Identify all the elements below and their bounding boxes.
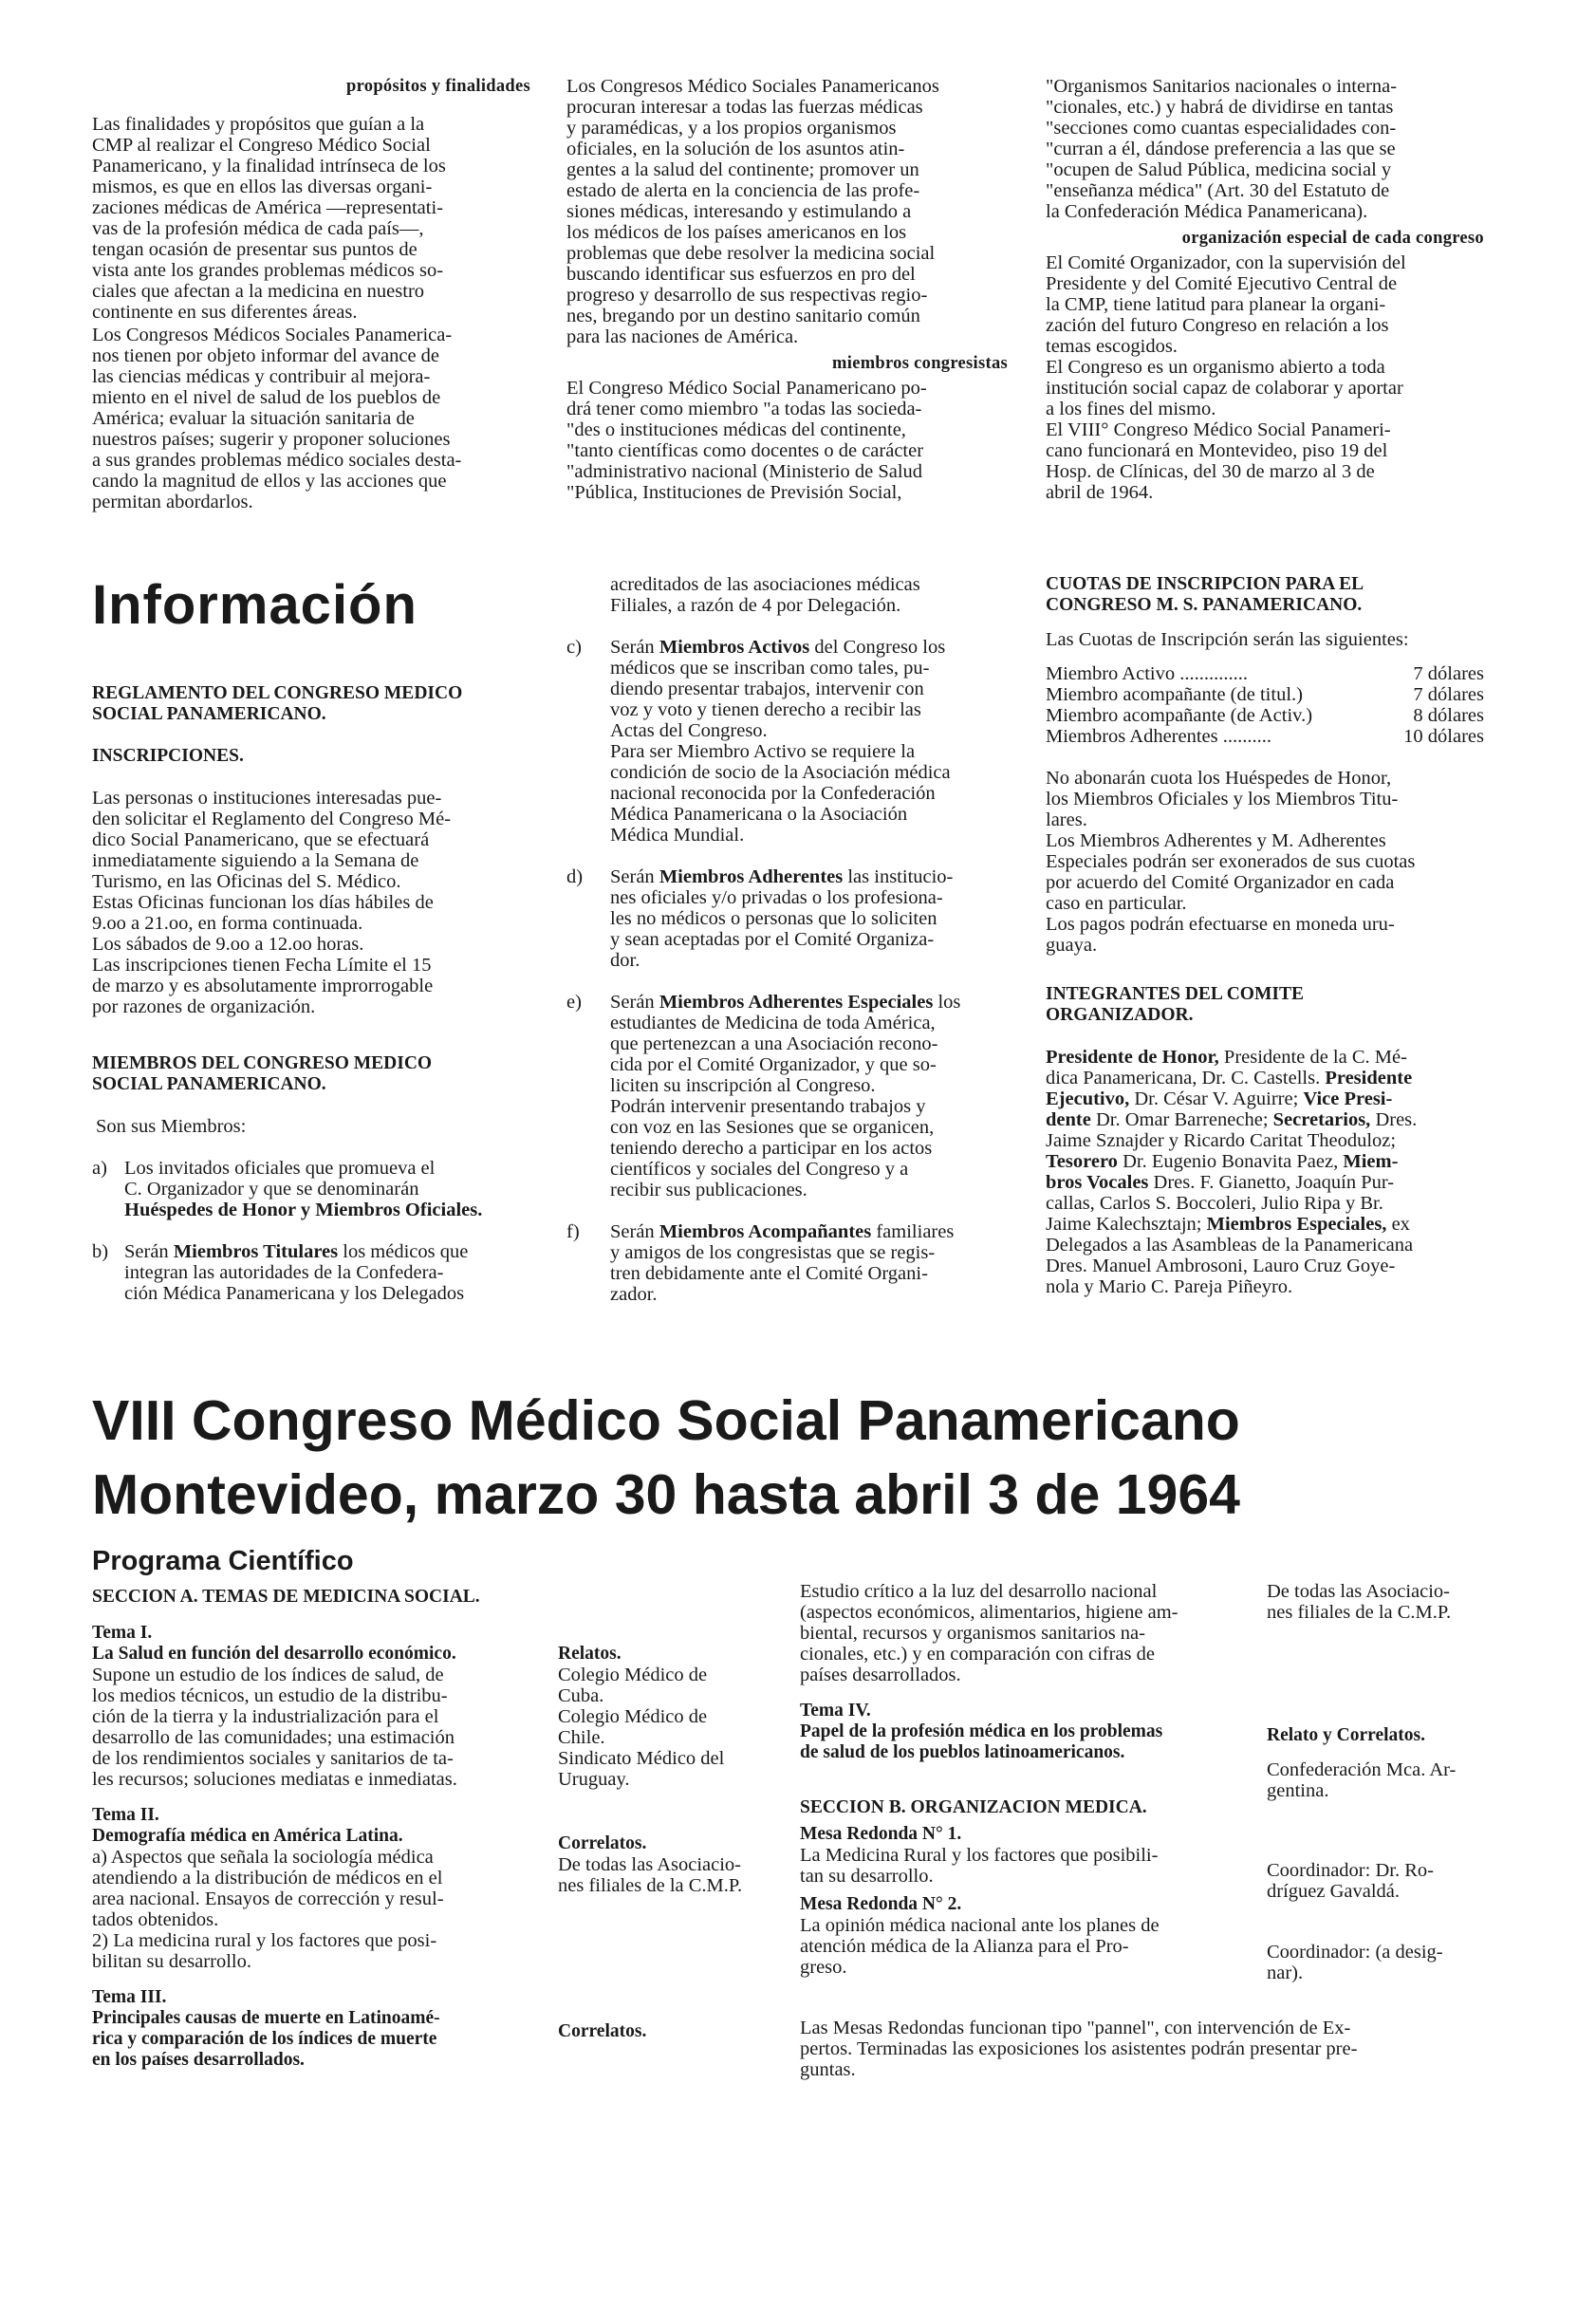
item-text: Para ser Miembro Activo se requiere la condición de socio de la Asociación médica nacional reconocida por la Confederación Médica Panamericana o la Asociación Médica Mundial.	[610, 741, 951, 846]
item-label: a)	[92, 1158, 107, 1179]
paragraph: El Comité Organizador, con la supervisión del Presidente y del Comité Ejecutivo Central de la CMP, tiene latitud para planear la organi- zación del futuro Congreso en relación a los temas escogidos.	[1046, 252, 1406, 357]
info-column-1	[92, 683, 534, 1304]
tema-title: Papel de la profesión médica en los problemas de salud de los pueblos latinoamericanos.	[800, 1721, 1163, 1762]
tema-label: Tema II.	[92, 1805, 159, 1825]
miembros-heading: MIEMBROS DEL CONGRESO MEDICO SOCIAL PANAMERICANO.	[92, 1053, 433, 1094]
list-item: d) Serán Miembros Adherentes las institucio- nes oficiales y/o privadas o los profesiona- les no médicos o personas que lo soliciten y sean aceptadas por el Comité Organiza- dor.	[566, 866, 954, 971]
correlatos-label: Correlatos.	[558, 2021, 647, 2041]
section-heading: propósitos y finalidades	[346, 77, 530, 96]
top-column-1	[92, 76, 530, 512]
seccion-b-heading: SECCION B. ORGANIZACION MEDICA.	[800, 1797, 1147, 1817]
tema-label: Tema IV.	[800, 1701, 871, 1721]
final-note	[800, 2018, 1487, 2080]
item-bold: Miembros Adherentes	[659, 866, 844, 887]
top-column-3	[1046, 76, 1484, 503]
item-label: e)	[566, 992, 582, 1013]
fee-table	[1046, 663, 1484, 747]
item-bold: Miembros Adherentes Especiales	[659, 992, 934, 1013]
paragraph: Los sábados de 9.oo a 12.oo horas.	[92, 934, 364, 955]
list-item	[92, 1158, 534, 1220]
fee-row	[1046, 684, 1484, 705]
fee-value: 10 dólares	[1403, 726, 1484, 747]
integrantes-heading: INTEGRANTES DEL COMITE ORGANIZADOR.	[1046, 984, 1304, 1025]
mesa-text: La Medicina Rural y los factores que posibili- tan su desarrollo.	[800, 1845, 1159, 1887]
item-text: los estudiantes de Medicina de toda América, que pertenezcan a una Asociación recono- cida por el Comité Organizador, y que so- liciten su inscripción al Congreso.	[610, 992, 961, 1096]
list-item: f) Serán Miembros Acompañantes familiares y amigos de los congresistas que se regis- tren debidamente ante el Comité Organi- zador.	[566, 1221, 955, 1305]
congreso-title-line-2: Montevideo, marzo 30 hasta abril 3 de 1964	[92, 1463, 1240, 1526]
paragraph: Son sus Miembros:	[96, 1116, 247, 1137]
list-item: b) Serán Miembros Titulares los médicos que integran las autoridades de la Confedera- ción Médica Panamericana y los Delegados	[92, 1241, 469, 1304]
item-bold: Miembros Titulares	[173, 1241, 339, 1262]
item-bold: Miembros Acompañantes	[659, 1221, 872, 1242]
item-text: Podrán intervenir presentando trabajos y con voz en las Sesiones que se organicen, teniendo derecho a participar en los actos científicos y sociales del Congreso y a recibir sus publicaciones.	[610, 1096, 935, 1200]
paragraph: El VIII° Congreso Médico Social Panameri- cano funcionará en Montevideo, piso 19 del Hosp. de Clínicas, del 30 de marzo al 3 de abril de 1964.	[1046, 419, 1391, 503]
paragraph: Estudio crítico a la luz del desarrollo nacional (aspectos económicos, alimentarios, higiene am- biental, recursos y organismos sanitarios na- cionales, etc.) y en comparación con cifras de países desarrollados.	[800, 1581, 1178, 1685]
coordinador-note: Coordinador: Dr. Ro- dríguez Gavaldá.	[1267, 1860, 1434, 1902]
side-note: Confederación Mca. Ar- gentina.	[1267, 1759, 1457, 1801]
paragraph: Los pagos podrán efectuarse en moneda uru- guaya.	[1046, 914, 1395, 956]
item-text: Los invitados oficiales que promueva el C. Organizador y que se denominarán	[124, 1158, 436, 1200]
section-heading: miembros congresistas	[832, 354, 1008, 373]
info-column-3	[1046, 574, 1484, 1297]
correlatos-label: Correlatos.	[558, 1833, 647, 1853]
programa-side-left	[558, 1644, 786, 1790]
fee-label: Miembro Activo ..............	[1046, 663, 1248, 684]
programa-column-left	[92, 1587, 534, 2071]
list-item: c) Serán Miembros Activos del Congreso los médicos que se inscriban como tales, pu- diendo presentar trabajos, intervenir con voz y voto y tienen derecho a recibir las Actas del Congreso. Para ser Miembro Activo se requiere la condición de socio de la Asociación médica nacional reconocida por la Confederación Médica Panamericana o la Asociación Médica Mundial.	[566, 637, 951, 846]
programa-heading: Programa Científico	[92, 1546, 354, 1576]
item-text: los médicos que integran las autoridades de la Confedera- ción Médica Panamericana y los Delegados	[124, 1241, 469, 1304]
paragraph: Las Cuotas de Inscripción serán las siguientes:	[1046, 629, 1409, 650]
mesa-text: La opinión médica nacional ante los planes de atención médica de la Alianza para el Pro- greso.	[800, 1915, 1160, 1978]
cuotas-heading: CUOTAS DE INSCRIPCION PARA EL CONGRESO M. S. PANAMERICANO.	[1046, 574, 1364, 615]
paragraph: Estas Oficinas funcionan los días hábiles de 9.oo a 21.oo, en forma continuada.	[92, 892, 434, 934]
top-column-2	[566, 76, 1008, 503]
fee-label: Miembro acompañante (de titul.)	[1046, 684, 1303, 705]
tema-label: Tema I.	[92, 1623, 153, 1643]
paragraph: Los Congresos Médico Sociales Panamericanos procuran interesar a todas las fuerzas médicas y paramédicas, y a los propios organismos oficiales, en la solución de los asuntos atin- gentes a la salud del continente; promover un estado de alerta en la conciencia de las profe- siones médicas, interesando y estimulando a los médicos de los países americanos en los problemas que debe resolver la medicina social buscando identificar sus esfuerzos en pro del progreso y desarrollo de sus respectivas regio- nes, bregando por un destino sanitario común para las naciones de América.	[566, 76, 939, 347]
section-heading: organización especial de cada congreso	[1181, 229, 1484, 248]
list-item: e) Serán Miembros Adherentes Especiales los estudiantes de Medicina de toda América, que pertenezcan a una Asociación recono- cida por el Comité Organizador, y que so- liciten su inscripción al Congreso. Podrán intervenir presentando trabajos y con voz en las Sesiones que se organicen, teniendo derecho a participar en los actos científicos y sociales del Congreso y a recibir sus publicaciones.	[566, 992, 961, 1200]
tema-text: a) Aspectos que señala la sociología médica atendiendo a la distribución de médicos en el area nacional. Ensayos de corrección y resul- tados obtenidos. 2) La medicina rural y los factores que posi- bilitan su desarrollo.	[92, 1847, 444, 1972]
fee-row	[1046, 705, 1484, 726]
correlatos-text: De todas las Asociacio- nes filiales de la C.M.P.	[558, 1854, 743, 1896]
programa-side-left-2	[558, 1833, 786, 1896]
congreso-title-line-1: VIII Congreso Médico Social Panamericano	[92, 1389, 1240, 1452]
integrantes-paragraph: Presidente de Honor, Presidente de la C. Mé- dica Panamericana, Dr. C. Castells. Presidente Ejecutivo, Dr. César V. Aguirre; Vice Presi- dente Dr. Omar Barreneche; Secretarios, Dres. Jaime Sznajder y Ricardo Caritat Theoduloz; Tesorero Dr. Eugenio Bonavita Paez, Miem- bros Vocales Dres. F. Gianetto, Joaquín Pur- callas, Carlos S. Boccoleri, Julio Ripa y Br. Jaime Kalechsztajn; Miembros Especiales, ex Delegados a las Asambleas de la Panamericana Dres. Manuel Ambrosoni, Lauro Cruz Goye- nola y Mario C. Pareja Piñeyro.	[1046, 1047, 1418, 1297]
fee-label: Miembro acompañante (de Activ.)	[1046, 705, 1313, 726]
inscripciones-heading: INSCRIPCIONES.	[92, 746, 244, 766]
item-bold: Miembros Activos	[659, 637, 810, 658]
paragraph: Las personas o instituciones interesadas pue- den solicitar el Reglamento del Congreso Mé- dico Social Panamericano, que se efectuará inmediatamente siguiendo a la Semana de Turismo, en las Oficinas del S. Médico.	[92, 788, 452, 892]
mesa-label: Mesa Redonda N° 1.	[800, 1824, 962, 1844]
programa-side-right-3	[1267, 1860, 1487, 1902]
fee-value: 7 dólares	[1413, 684, 1484, 705]
paragraph: Las finalidades y propósitos que guían a la CMP al realizar el Congreso Médico Social Panamericano, y la finalidad intrínseca de los mismos, es que en ellos las diversas organi- zaciones médicas de América —representati- vas de la profesión médica de cada país—, tengan ocasión de presentar sus puntos de vista ante los grandes problemas médicos so- ciales que afectan a la medicina en nuestro continente en sus diferentes áreas.	[92, 114, 446, 323]
relato-correlatos-label: Relato y Correlatos.	[1267, 1725, 1425, 1745]
item-text: familiares y amigos de los congresistas que se regis- tren debidamente ante el Comité Organi- zador.	[610, 1221, 955, 1305]
item-label: d)	[566, 866, 584, 887]
item-bold: Huéspedes de Honor y Miembros Oficiales.	[124, 1200, 483, 1220]
paragraph: Los Congresos Médicos Sociales Panamerica- nos tienen por objeto informar del avance de las ciencias médicas y contribuir al mejora- miento en el nivel de salud de los pueblos de América; evaluar la situación sanitaria de nuestros países; sugerir y proponer soluciones a sus grandes problemas médico sociales desta- cando la magnitud de ellos y las acciones que permitan abordarlos.	[92, 325, 462, 512]
fee-label: Miembros Adherentes ..........	[1046, 726, 1271, 747]
fee-value: 8 dólares	[1413, 705, 1484, 726]
fee-value: 7 dólares	[1413, 663, 1484, 684]
programa-side-right	[1267, 1581, 1487, 1623]
programa-side-right-2	[1267, 1725, 1487, 1801]
tema-title: La Salud en función del desarrollo económico.	[92, 1644, 456, 1664]
item-text: del Congreso los médicos que se inscriban como tales, pu- diendo presentar trabajos, intervenir con voz y voto y tienen derecho a recibir las Actas del Congreso.	[610, 637, 946, 741]
tema-text: Supone un estudio de los índices de salud, de los medios técnicos, un estudio de la distribu- ción de la tierra y la industrialización para el desarrollo de las comunidades; una estimación de los rendimientos sociales y sanitarios de ta- les recursos; soluciones mediatas e inmediatas.	[92, 1665, 457, 1790]
coordinador-note: Coordinador: (a desig- nar).	[1267, 1942, 1443, 1983]
item-label: c)	[566, 637, 582, 658]
item-label: f)	[566, 1221, 580, 1242]
relatos-label: Relatos.	[558, 1644, 622, 1664]
programa-side-right-4	[1267, 1942, 1487, 1983]
mesa-label: Mesa Redonda N° 2.	[800, 1894, 962, 1914]
seccion-a-heading: SECCION A. TEMAS DE MEDICINA SOCIAL.	[92, 1587, 480, 1607]
paragraph: Las Mesas Redondas funcionan tipo "pannel", con intervención de Ex- pertos. Terminadas las exposiciones los asistentes podrán presentar pre- guntas.	[800, 2018, 1358, 2080]
reglamento-heading: REGLAMENTO DEL CONGRESO MEDICO SOCIAL PANAMERICANO.	[92, 683, 463, 724]
paragraph: No abonarán cuota los Huéspedes de Honor, los Miembros Oficiales y los Miembros Titu- lares.	[1046, 768, 1399, 830]
programa-column-right	[800, 1581, 1241, 1978]
paragraph: Las inscripciones tienen Fecha Límite el 15 de marzo y es absolutamente improrrogable por razones de organización.	[92, 955, 434, 1017]
tema-title: Principales causas de muerte en Latinoamé- rica y comparación de los índices de muerte en los países desarrollados.	[92, 2008, 440, 2070]
fee-row	[1046, 663, 1484, 684]
paragraph: "Organismos Sanitarios nacionales o interna- "cionales, etc.) y habrá de dividirse en tantas "secciones como cuantas especialidades con- "curran a él, dándose preferencia a las que se "ocupen de Salud Pública, medicina social y "enseñanza médica" (Art. 30 del Estatuto de la Confederación Médica Panamericana).	[1046, 76, 1398, 222]
paragraph: acreditados de las asociaciones médicas Filiales, a razón de 4 por Delegación.	[610, 574, 920, 616]
paragraph: El Congreso Médico Social Panamericano po- drá tener como miembro "a todas las socieda- "des o instituciones médicas del continente, "tanto científicas como docentes o de carácter "administrativo nacional (Ministerio de Salud "Pública, Instituciones de Previsión Social,	[566, 378, 927, 503]
info-column-2	[566, 574, 1008, 1305]
programa-side-left-3	[558, 2021, 786, 2042]
side-note: De todas las Asociacio- nes filiales de la C.M.P.	[1267, 1581, 1452, 1623]
informacion-title: Información	[92, 574, 418, 636]
tema-label: Tema III.	[92, 1987, 167, 2007]
item-text: las institucio- nes oficiales y/o privadas o los profesiona- les no médicos o personas que lo soliciten y sean aceptadas por el Comité Organiza- dor.	[610, 866, 954, 971]
relatos-list: Colegio Médico de Cuba. Colegio Médico de Chile. Sindicato Médico del Uruguay.	[558, 1665, 725, 1790]
paragraph: Los Miembros Adherentes y M. Adherentes Especiales podrán ser exonerados de sus cuotas por acuerdo del Comité Organizador en cada caso en particular.	[1046, 830, 1416, 914]
item-label: b)	[92, 1241, 109, 1262]
fee-row	[1046, 726, 1484, 747]
paragraph: El Congreso es un organismo abierto a toda institución social capaz de colaborar y aportar a los fines del mismo.	[1046, 357, 1403, 419]
tema-title: Demografía médica en América Latina.	[92, 1826, 403, 1846]
